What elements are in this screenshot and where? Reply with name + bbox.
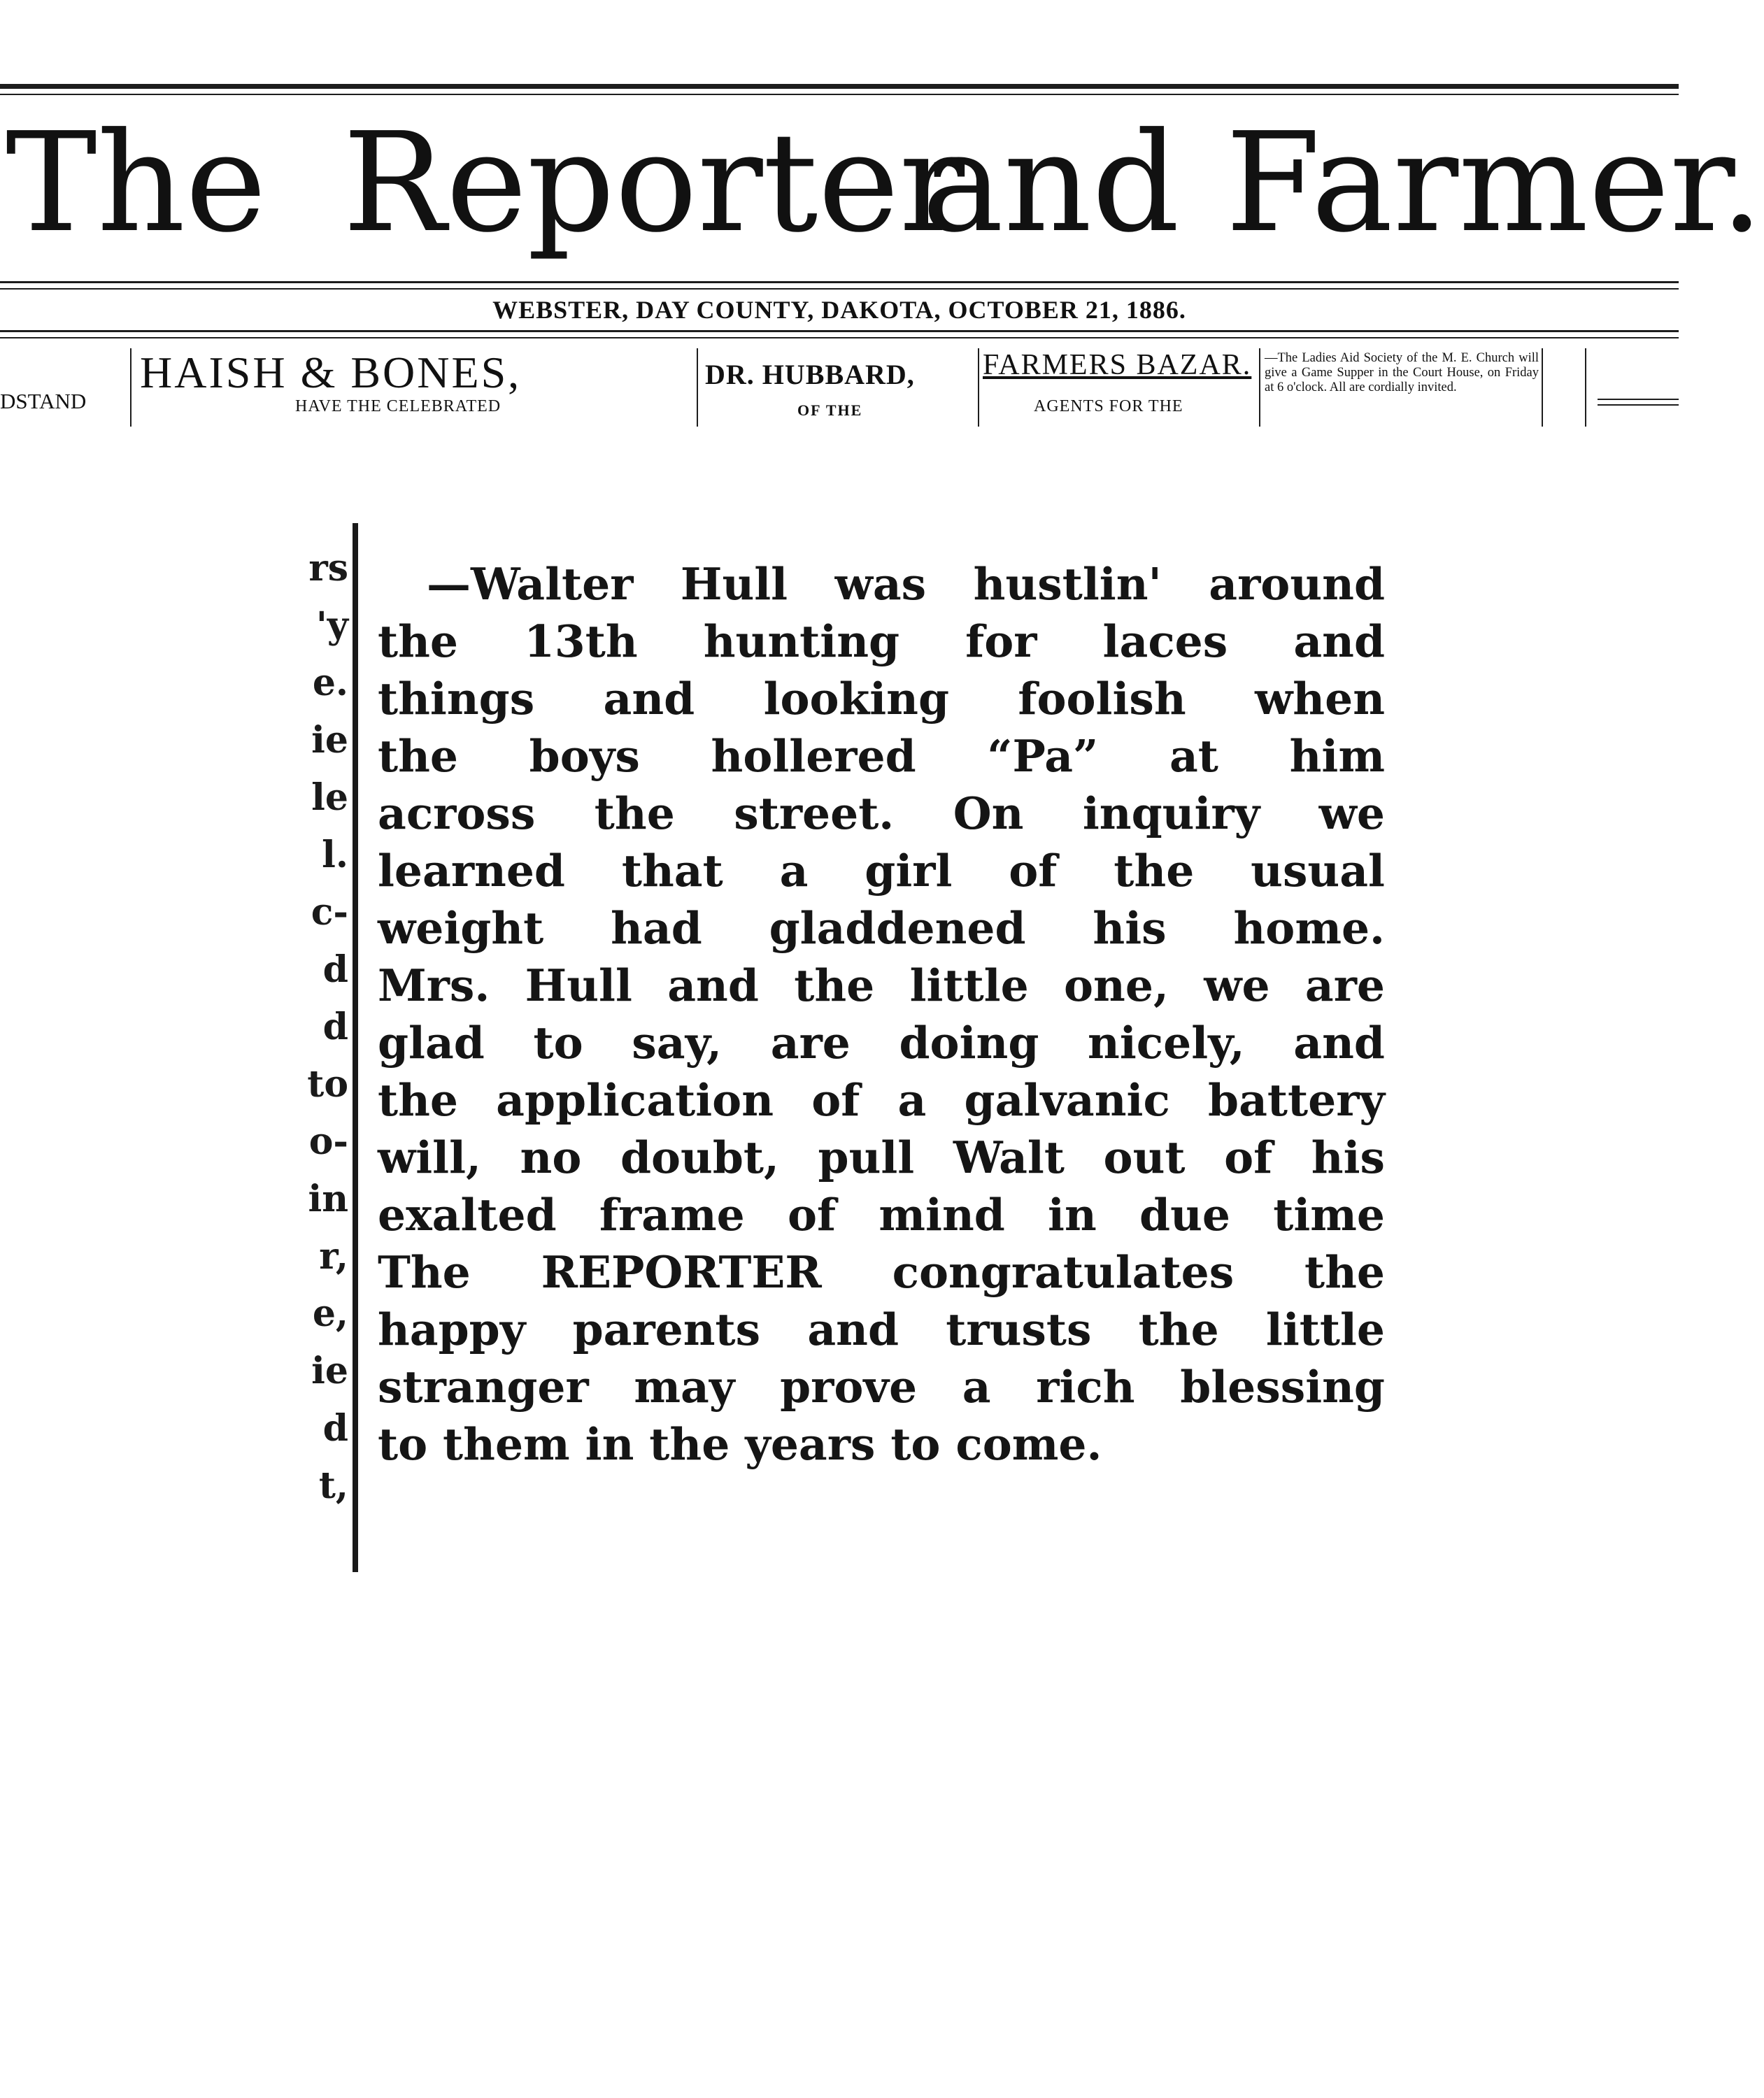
article-line: the boys hollered “Pa” at him (378, 730, 1385, 782)
fragment-line: in (308, 1178, 348, 1220)
masthead-top-rule-thin (0, 94, 1679, 95)
column-divider (1259, 348, 1260, 427)
fragment-line: r, (319, 1235, 348, 1278)
article-line: happy parents and trusts the little (378, 1304, 1385, 1355)
article-clipping (280, 518, 1399, 1574)
fragment-line: rs (308, 547, 348, 590)
dateline-rule-thin (0, 337, 1679, 338)
article-line: Mrs. Hull and the little one, we are (378, 959, 1385, 1011)
column-rule (353, 523, 358, 1572)
column-divider (978, 348, 979, 427)
article-line: learned that a girl of the usual (378, 845, 1385, 897)
fragment-line: d (322, 1006, 348, 1048)
haish-bones-subline: HAVE THE CELEBRATED (295, 397, 502, 415)
column-divider (1542, 348, 1543, 427)
article-line: The REPORTER congratulates the (378, 1246, 1385, 1298)
column-divider (1585, 348, 1586, 427)
article-line: exalted frame of mind in due time (378, 1189, 1385, 1241)
article-line: to them in the years to come. (378, 1418, 1102, 1470)
article-line: weight had gladdened his home. (378, 902, 1385, 954)
adjacent-column-fragments (291, 540, 348, 1515)
masthead-word-the: The (6, 104, 266, 263)
article-body (378, 555, 1385, 1473)
masthead-word-reporter: Reporter (343, 104, 965, 263)
hubbard-heading: DR. HUBBARD, (705, 359, 915, 390)
article-line: the application of a galvanic battery (378, 1074, 1385, 1126)
column-divider (130, 348, 131, 427)
fragment-line: e, (312, 1292, 348, 1335)
haish-bones-heading: HAISH & BONES, (140, 348, 522, 397)
dateline-rule (0, 330, 1679, 332)
article-line: will, no doubt, pull Walt out of his (378, 1132, 1385, 1183)
masthead-word-and: and (922, 104, 1180, 263)
fragment-line: le (311, 776, 348, 819)
fragment-line: l. (322, 834, 348, 876)
fragment-line: o- (308, 1120, 348, 1163)
fragment-line: ie (311, 1350, 348, 1392)
masthead-bottom-rule (0, 281, 1679, 283)
ladies-aid-notice: —The Ladies Aid Society of the M. E. Church will give a Game Supper in the Court House, on Friday at 6 o'clock. All are cordially invited. (1265, 351, 1539, 394)
fragment-line: 'y (315, 604, 348, 647)
masthead-top-rule (0, 84, 1679, 89)
article-line: stranger may prove a rich blessing (378, 1361, 1385, 1413)
fragment-line: t, (318, 1464, 348, 1507)
fragment-line: ie (311, 719, 348, 762)
article-line: —Walter Hull was hustlin' around (427, 558, 1385, 610)
fragment-line: d (322, 948, 348, 991)
fragment-line: to (307, 1063, 348, 1106)
article-line: across the street. On inquiry we (378, 787, 1385, 839)
short-rule (1598, 399, 1679, 400)
hubbard-subline: OF THE (797, 401, 863, 419)
column-divider (697, 348, 698, 427)
fragment-line: e. (312, 662, 348, 704)
article-line: the 13th hunting for laces and (378, 615, 1385, 667)
farmers-bazar-heading: FARMERS BAZAR. (983, 349, 1252, 381)
masthead (0, 101, 1764, 266)
masthead-bottom-rule-thin (0, 288, 1679, 290)
farmers-bazar-subline: AGENTS FOR THE (1034, 397, 1183, 415)
fragment-stand: DSTAND (0, 389, 87, 413)
advert-strip (0, 343, 1679, 434)
short-rule (1598, 404, 1679, 406)
fragment-line: c- (311, 891, 348, 934)
dateline: WEBSTER, DAY COUNTY, DAKOTA, OCTOBER 21, 1886. (492, 296, 1186, 324)
article-line: things and looking foolish when (378, 673, 1385, 725)
article-line: glad to say, are doing nicely, and (378, 1017, 1385, 1069)
fragment-line: d (322, 1407, 348, 1450)
masthead-word-farmer: Farmer. (1225, 104, 1764, 263)
